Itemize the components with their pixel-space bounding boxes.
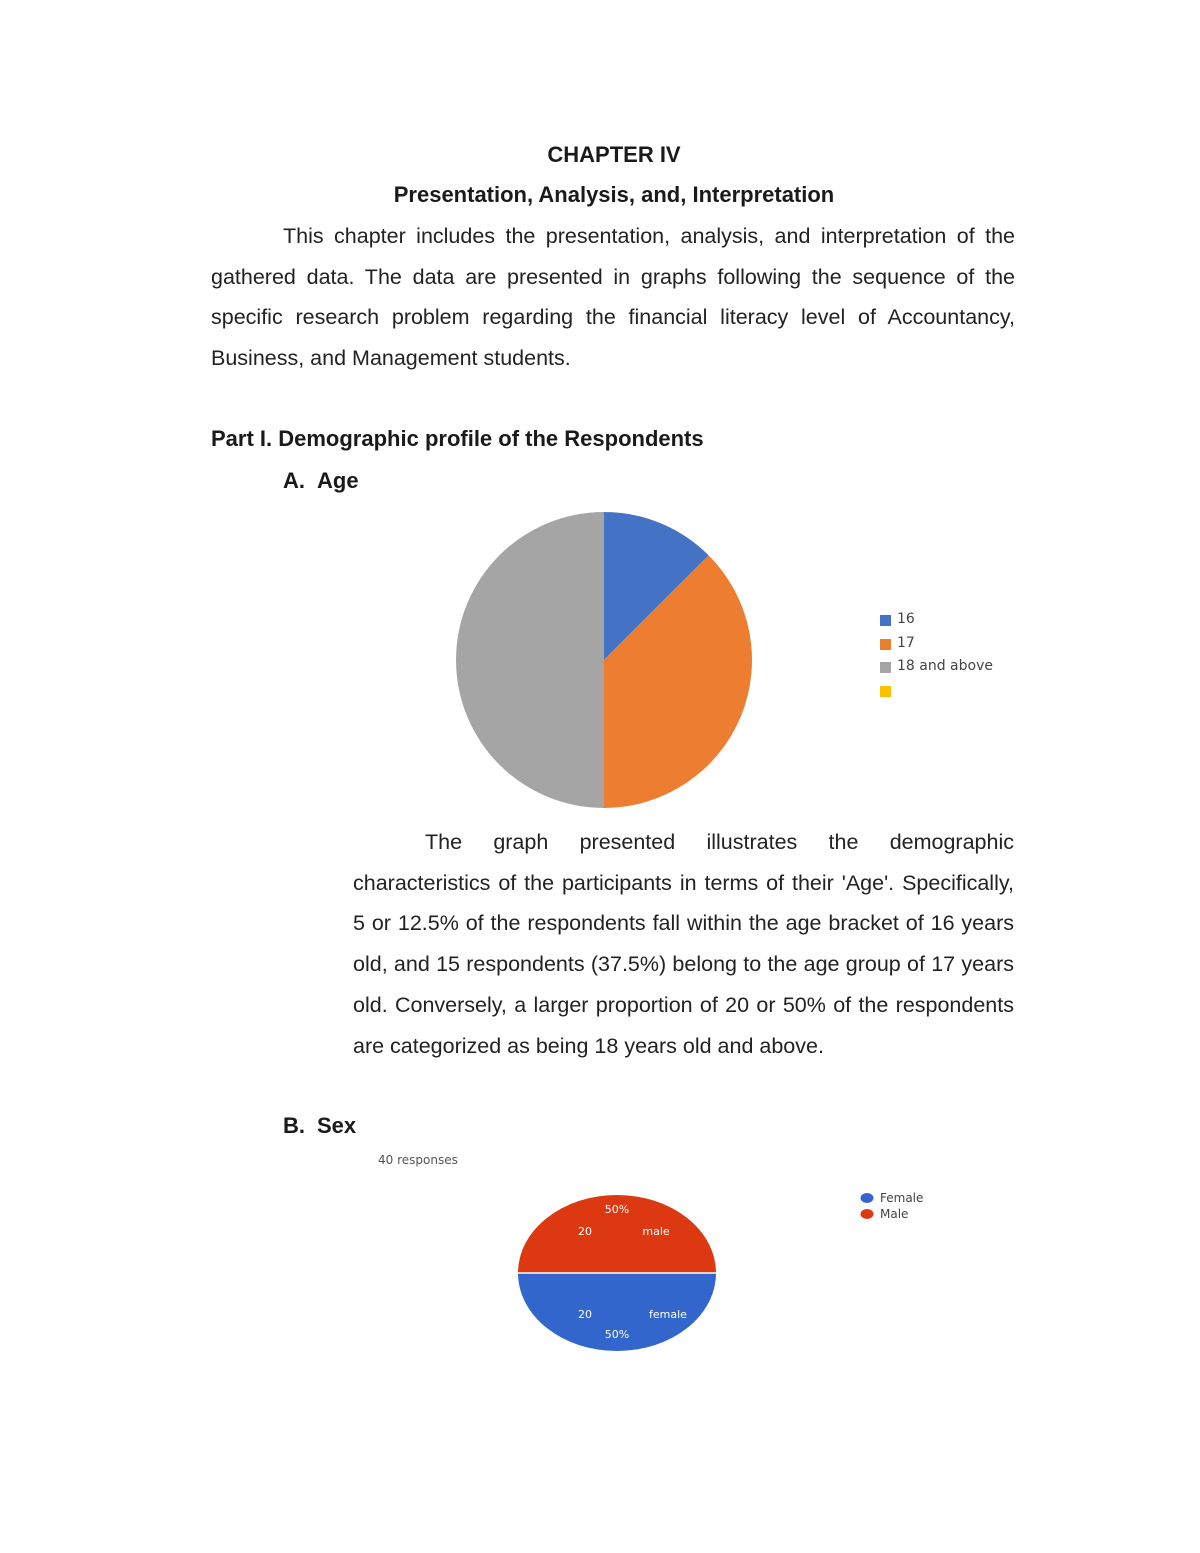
age-description: The graph presented illustrates the demographic characteristics of the participants in terms of their 'Age'. Specifically, 5 or 12.5% of the respondents fall within the age bracket of 16 years old, and 15 respondents (37.5%) belong to the age group of 17 years old. Conversely, a larger proportion of 20 or 50% of the respondents are categorized as being 18 years old and above. bbox=[353, 830, 1014, 1058]
chapter-number: CHAPTER IV bbox=[547, 142, 681, 167]
legend-swatch-18-above bbox=[880, 662, 891, 673]
responses-count: 40 responses bbox=[378, 1153, 458, 1167]
legend-label-16: 16 bbox=[897, 611, 915, 627]
part-heading: Part I. Demographic profile of the Respondents bbox=[211, 426, 704, 451]
male-count-label: 20 bbox=[578, 1225, 592, 1238]
section-a-label: A. bbox=[283, 468, 305, 493]
female-percent-label: 50% bbox=[604, 1328, 630, 1341]
section-b-heading: Sex bbox=[317, 1113, 357, 1138]
sex-pie-chart bbox=[505, 1185, 730, 1360]
sex-legend-female-label: Female bbox=[880, 1191, 924, 1205]
female-count-label: 20 bbox=[578, 1308, 592, 1321]
age-slice-18-and-above bbox=[456, 512, 604, 808]
male-slice-label: male bbox=[642, 1225, 670, 1238]
sex-legend-female-icon bbox=[860, 1192, 876, 1204]
legend-swatch-empty bbox=[880, 686, 891, 697]
section-b-label: B. bbox=[283, 1113, 305, 1138]
legend-label-17: 17 bbox=[897, 635, 915, 651]
legend-label-18-above: 18 and above bbox=[897, 658, 993, 674]
male-percent-label: 50% bbox=[604, 1203, 630, 1216]
sex-legend-male-label: Male bbox=[880, 1207, 909, 1221]
female-slice-label: female bbox=[649, 1308, 687, 1321]
legend-swatch-16 bbox=[880, 615, 891, 626]
age-pie-chart bbox=[440, 500, 770, 820]
intro-paragraph: This chapter includes the presentation, analysis, and interpretation of the gathered data. The data are presented in graphs following the sequence of the specific research problem regarding the financial literacy level of Accountancy, Business, and Management students. bbox=[211, 224, 1015, 371]
sex-legend-male-icon bbox=[860, 1208, 876, 1220]
chapter-title: Presentation, Analysis, and, Interpretation bbox=[393, 182, 835, 207]
section-a-heading: Age bbox=[317, 468, 359, 493]
legend-swatch-17 bbox=[880, 639, 891, 650]
